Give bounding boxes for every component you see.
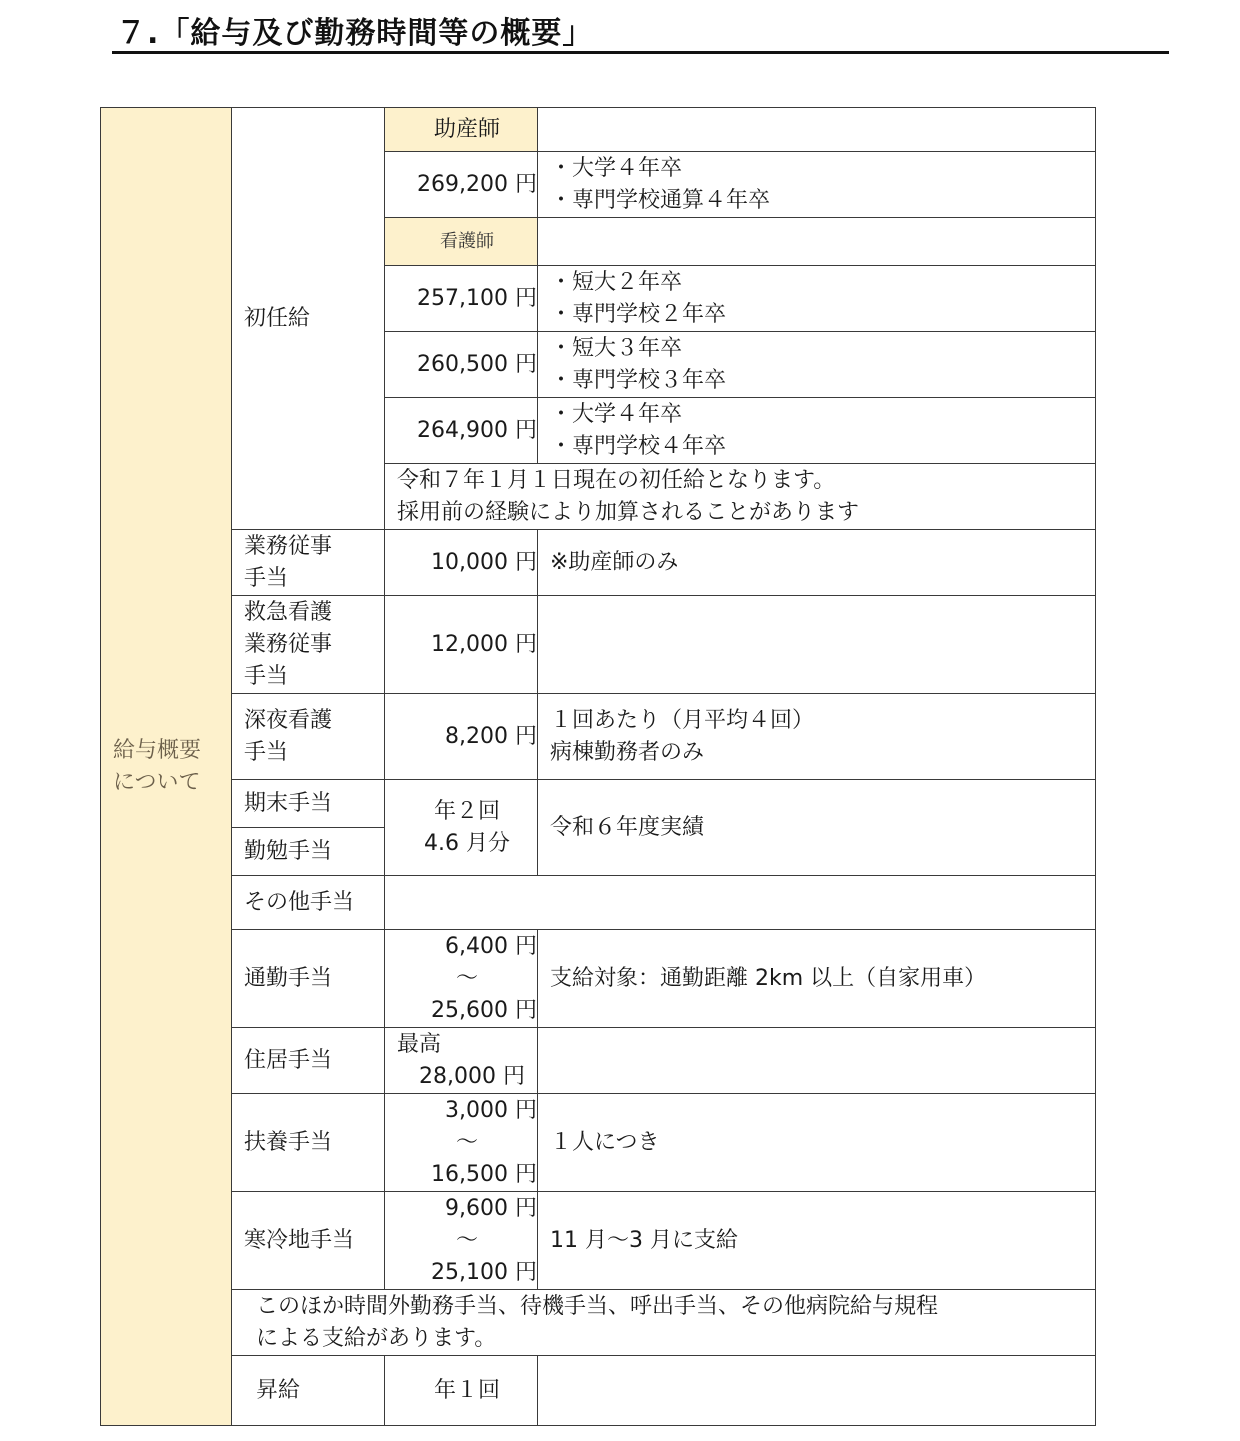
note-line: このほか時間外勤務手当、待機手当、呼出手当、その他病院給与規程	[256, 1293, 939, 1319]
amount-line: 16,500 円	[431, 1161, 537, 1187]
note-line: ・大学４年卒	[550, 401, 683, 427]
emergency-allowance-note	[538, 596, 1096, 694]
nurse-amount: 260,500 円	[385, 332, 538, 398]
note-line: ・短大３年卒	[550, 335, 683, 361]
amount-line: 年２回	[433, 798, 500, 824]
nurse-amount: 264,900 円	[385, 398, 538, 464]
amount-line: 9,600 円	[445, 1195, 537, 1221]
amount-line: 6,400 円	[445, 933, 537, 959]
amount-line: 25,600 円	[431, 997, 537, 1023]
side-label-line: について	[113, 769, 201, 795]
amount-line: ～	[455, 1129, 478, 1155]
label-line: 業務従事	[244, 533, 333, 559]
initial-pay-footnote	[385, 464, 1096, 530]
work-allowance-label	[232, 530, 385, 596]
salary-overview-label	[101, 108, 232, 1426]
label-line: 救急看護	[244, 599, 333, 625]
amount-line: 28,000 円	[419, 1063, 525, 1089]
raise-value: 年１回	[385, 1356, 538, 1426]
dependent-allowance-amount	[385, 1094, 538, 1192]
midwife-notes	[538, 152, 1096, 218]
nurse-amount: 257,100 円	[385, 266, 538, 332]
note-line: ・短大２年卒	[550, 269, 683, 295]
heading-underline	[112, 51, 1169, 54]
work-allowance-amount: 10,000 円	[385, 530, 538, 596]
diligence-allowance-label: 勤勉手当	[232, 828, 385, 876]
emergency-allowance-amount: 12,000 円	[385, 596, 538, 694]
amount-line: 4.6 月分	[424, 830, 510, 856]
note-line: ・専門学校通算４年卒	[550, 187, 771, 213]
cold-region-allowance-amount	[385, 1192, 538, 1290]
night-allowance-label	[232, 694, 385, 780]
amount-line: 最高	[397, 1031, 442, 1057]
nurse-notes	[538, 398, 1096, 464]
note-line: による支給があります。	[256, 1325, 497, 1351]
commute-allowance-note: 支給対象：通勤距離 2km 以上（自家用車）	[538, 930, 1096, 1028]
cold-region-allowance-note: 11 月～3 月に支給	[538, 1192, 1096, 1290]
footnote-line: 採用前の経験により加算されることがあります	[397, 499, 860, 525]
label-line: 深夜看護	[244, 707, 333, 733]
empty-cell	[538, 218, 1096, 266]
bonus-note: 令和６年度実績	[538, 780, 1096, 876]
midwife-amount: 269,200 円	[385, 152, 538, 218]
amount-line: 3,000 円	[445, 1097, 537, 1123]
page-heading: ７.「給与及び勤務時間等の概要」	[116, 16, 594, 51]
note-line: ・専門学校４年卒	[550, 433, 727, 459]
footnote-line: 令和７年１月１日現在の初任給となります。	[397, 467, 836, 493]
commute-allowance-amount	[385, 930, 538, 1028]
note-line: 病棟勤務者のみ	[550, 739, 705, 765]
initial-pay-label: 初任給	[232, 108, 385, 530]
raise-label: 昇給	[232, 1356, 385, 1426]
night-allowance-notes	[538, 694, 1096, 780]
extra-allowances-note	[232, 1290, 1096, 1356]
housing-allowance-note	[538, 1028, 1096, 1094]
amount-line: 25,100 円	[431, 1259, 537, 1285]
cold-region-allowance-label: 寒冷地手当	[232, 1192, 385, 1290]
label-line: 手当	[244, 663, 289, 689]
bonus-amount	[385, 780, 538, 876]
housing-allowance-amount	[385, 1028, 538, 1094]
side-label-line: 給与概要	[113, 737, 202, 763]
label-line: 手当	[244, 739, 289, 765]
amount-line: ～	[455, 965, 478, 991]
amount-line: ～	[455, 1227, 478, 1253]
commute-allowance-label: 通勤手当	[232, 930, 385, 1028]
nurse-notes	[538, 332, 1096, 398]
other-allowances-label: その他手当	[232, 876, 385, 930]
note-line: ・専門学校２年卒	[550, 301, 727, 327]
note-line: ・大学４年卒	[550, 155, 683, 181]
note-line: ・専門学校３年卒	[550, 367, 727, 393]
label-line: 業務従事	[244, 631, 333, 657]
empty-cell	[385, 876, 1096, 930]
dependent-allowance-label: 扶養手当	[232, 1094, 385, 1192]
raise-note	[538, 1356, 1096, 1426]
note-line: １回あたり（月平均４回）	[550, 707, 815, 733]
housing-allowance-label: 住居手当	[232, 1028, 385, 1094]
night-allowance-amount: 8,200 円	[385, 694, 538, 780]
dependent-allowance-note: １人につき	[538, 1094, 1096, 1192]
end-term-allowance-label: 期末手当	[232, 780, 385, 828]
salary-table	[100, 107, 1096, 1426]
work-allowance-note: ※助産師のみ	[538, 530, 1096, 596]
nurse-header: 看護師	[385, 218, 538, 266]
empty-cell	[538, 108, 1096, 152]
midwife-header: 助産師	[385, 108, 538, 152]
label-line: 手当	[244, 565, 289, 591]
emergency-allowance-label	[232, 596, 385, 694]
nurse-notes	[538, 266, 1096, 332]
